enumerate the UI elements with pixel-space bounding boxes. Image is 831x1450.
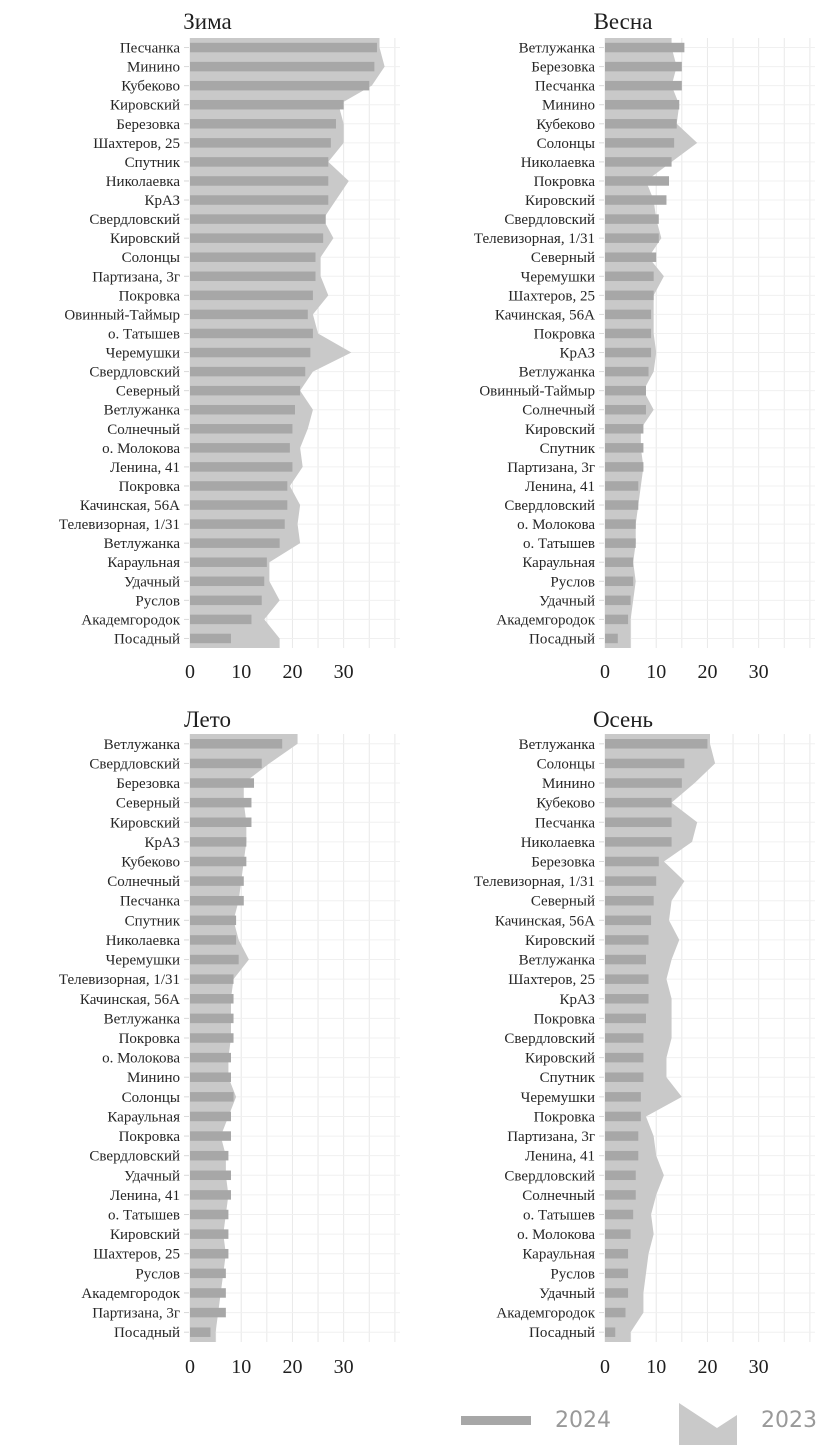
x-tick-label: 20 [282, 1356, 303, 1378]
category-label: Северный [115, 383, 180, 400]
category-label: Удачный [124, 1168, 180, 1185]
bar-2024 [190, 935, 236, 945]
bar-2024 [605, 176, 669, 186]
category-label: Ветлужанка [103, 1011, 180, 1028]
bar-2024 [605, 367, 649, 377]
category-label: Минино [542, 97, 595, 114]
category-label: Партизана, 3г [507, 459, 595, 476]
legend-label: 2024 [555, 1407, 611, 1433]
chart-title: Зима [183, 9, 232, 34]
category-label: Минино [127, 59, 180, 76]
bar-2024 [605, 310, 651, 320]
bar-2024 [190, 119, 336, 129]
bar-2024 [190, 538, 280, 548]
bar-2024 [605, 538, 636, 548]
category-label: Ветлужанка [518, 40, 595, 57]
category-label: Телевизорная, 1/31 [58, 972, 180, 989]
bar-swatch-2024 [461, 1416, 531, 1425]
bar-2024 [605, 935, 649, 945]
category-label: Посадный [529, 1325, 595, 1342]
bar-2024 [190, 1053, 231, 1063]
category-label: Академгородок [496, 1305, 595, 1322]
category-label: Солнечный [107, 874, 180, 891]
bar-2024 [605, 1190, 636, 1200]
category-label: Посадный [114, 1325, 180, 1342]
bar-2024 [605, 857, 659, 867]
bar-2024 [190, 1210, 228, 1220]
category-label: Свердловский [504, 212, 595, 229]
bar-2024 [190, 577, 264, 587]
category-label: о. Молокова [517, 517, 595, 534]
category-label: Покровка [533, 173, 595, 190]
bar-2024 [605, 462, 643, 472]
category-label: Березовка [531, 59, 595, 76]
bar-2024 [190, 272, 315, 282]
category-label: Партизана, 3г [92, 269, 180, 286]
bar-2024 [605, 974, 649, 984]
category-label: Партизана, 3г [507, 1129, 595, 1146]
bar-2024 [605, 100, 679, 110]
category-label: Телевизорная, 1/31 [473, 874, 595, 891]
category-label: Караульная [522, 1246, 595, 1263]
bar-2024 [190, 310, 308, 320]
bar-2024 [190, 157, 328, 167]
category-label: Солнечный [522, 402, 595, 419]
category-label: о. Татышев [523, 1207, 595, 1224]
chart-summer [0, 700, 415, 1390]
bar-2024 [190, 778, 254, 788]
bar-2024 [190, 759, 262, 769]
category-label: Караульная [522, 555, 595, 572]
category-label: КрАЗ [144, 834, 180, 851]
ribbon-2023 [605, 38, 697, 648]
bar-2024 [190, 1072, 231, 1082]
bar-2024 [605, 778, 682, 788]
bar-2024 [190, 994, 234, 1004]
category-label: Удачный [124, 574, 180, 591]
category-label: Спутник [539, 440, 595, 457]
category-label: Северный [115, 795, 180, 812]
bar-2024 [605, 876, 656, 886]
chart-title: Весна [593, 9, 653, 34]
category-label: Спутник [539, 1070, 595, 1087]
bar-2024 [605, 519, 636, 529]
bar-2024 [605, 837, 672, 847]
category-label: Песчанка [119, 40, 180, 57]
category-label: о. Молокова [102, 440, 180, 457]
category-label: Покровка [533, 1109, 595, 1126]
category-label: Руслов [550, 1266, 595, 1283]
bar-2024 [190, 1229, 228, 1239]
bar-2024 [605, 214, 659, 224]
category-label: Академгородок [81, 1285, 180, 1302]
bar-2024 [190, 837, 246, 847]
bar-2024 [190, 1308, 226, 1318]
category-label: Березовка [116, 776, 180, 793]
bar-2024 [605, 1171, 636, 1181]
bar-2024 [605, 1112, 641, 1122]
bar-2024 [605, 1327, 615, 1337]
bar-2024 [605, 896, 654, 906]
category-label: о. Татышев [108, 326, 180, 343]
bar-2024 [190, 62, 374, 72]
chart-title: Осень [592, 707, 654, 732]
x-tick-label: 10 [646, 1356, 667, 1378]
bar-2024 [605, 577, 633, 587]
legend-label: 2023 [761, 1407, 817, 1433]
bar-2024 [190, 1249, 228, 1259]
bar-2024 [605, 1308, 625, 1318]
bar-2024 [190, 1131, 231, 1141]
bar-2024 [190, 138, 331, 148]
bar-2024 [605, 634, 618, 644]
category-label: Шахтеров, 25 [93, 1246, 180, 1263]
x-tick-label: 20 [697, 1356, 718, 1378]
bar-2024 [605, 138, 674, 148]
bar-2024 [605, 157, 672, 167]
bar-2024 [190, 348, 310, 358]
x-tick-label: 0 [600, 1356, 610, 1378]
bar-2024 [605, 818, 672, 828]
category-label: Ветлужанка [103, 536, 180, 553]
bar-2024 [190, 896, 244, 906]
bar-2024 [190, 739, 282, 749]
x-tick-label: 0 [185, 661, 195, 683]
x-tick-label: 30 [333, 1356, 354, 1378]
category-label: Песчанка [534, 78, 595, 95]
bar-2024 [605, 348, 651, 358]
legend-item-2024 [461, 1408, 619, 1433]
category-label: Ленина, 41 [110, 1187, 180, 1204]
x-tick-label: 20 [282, 661, 303, 683]
category-label: о. Татышев [108, 1207, 180, 1224]
category-label: Телевизорная, 1/31 [58, 517, 180, 534]
bar-2024 [190, 857, 246, 867]
category-label: Березовка [116, 116, 180, 133]
bar-2024 [190, 596, 262, 606]
category-label: Шахтеров, 25 [508, 972, 595, 989]
category-label: Ветлужанка [103, 736, 180, 753]
bar-2024 [605, 272, 654, 282]
category-label: Свердловский [89, 1148, 180, 1165]
category-label: Покровка [118, 288, 180, 305]
category-label: Покровка [118, 1129, 180, 1146]
category-label: Покровка [118, 478, 180, 495]
category-label: Северный [530, 893, 595, 910]
category-label: Спутник [124, 913, 180, 930]
category-label: Овинный-Таймыр [479, 383, 595, 400]
category-label: Минино [542, 776, 595, 793]
category-label: Руслов [135, 593, 180, 610]
bar-2024 [605, 615, 628, 625]
bar-2024 [190, 195, 328, 205]
category-label: Песчанка [534, 815, 595, 832]
category-label: Удачный [539, 1285, 595, 1302]
bar-2024 [605, 481, 638, 491]
category-label: Качинская, 56А [494, 913, 595, 930]
category-label: Черемушки [520, 269, 595, 286]
bar-2024 [190, 955, 239, 965]
ribbon-2023 [190, 38, 385, 648]
bar-2024 [190, 329, 313, 339]
category-label: Кубеково [536, 116, 595, 133]
category-label: Кубеково [121, 854, 180, 871]
bar-2024 [190, 43, 377, 53]
bar-2024 [605, 1131, 638, 1141]
category-label: Ленина, 41 [110, 459, 180, 476]
bar-2024 [605, 1053, 643, 1063]
bar-2024 [605, 1014, 646, 1024]
category-label: Качинская, 56А [494, 307, 595, 324]
category-label: Покровка [533, 326, 595, 343]
category-label: Руслов [135, 1266, 180, 1283]
bar-2024 [190, 1327, 210, 1337]
category-label: Кировский [109, 97, 180, 114]
bar-2024 [190, 500, 287, 510]
category-label: Николаевка [520, 154, 595, 171]
chart-canvas [0, 732, 415, 1390]
chart-title: Лето [184, 707, 231, 732]
bar-2024 [605, 557, 633, 567]
bar-2024 [190, 798, 251, 808]
bar-2024 [605, 1151, 638, 1161]
bar-2024 [190, 916, 236, 926]
chart-canvas [415, 36, 831, 700]
category-label: Березовка [531, 854, 595, 871]
bar-2024 [190, 876, 244, 886]
bar-2024 [605, 500, 638, 510]
category-label: Свердловский [504, 1031, 595, 1047]
ribbon-swatch-2023 [679, 1395, 737, 1445]
category-label: Покровка [533, 1011, 595, 1028]
category-label: Ветлужанка [103, 402, 180, 419]
bar-2024 [605, 916, 651, 926]
bar-2024 [190, 1014, 234, 1024]
category-label: о. Молокова [517, 1227, 595, 1244]
bar-2024 [605, 195, 666, 205]
category-label: Академгородок [496, 612, 595, 629]
bar-2024 [605, 759, 684, 769]
bar-2024 [605, 233, 659, 243]
chart-canvas [0, 36, 415, 700]
category-label: Шахтеров, 25 [508, 288, 595, 305]
category-label: Караульная [107, 1109, 180, 1126]
bar-2024 [605, 1210, 633, 1220]
bar-2024 [605, 1033, 643, 1043]
category-label: Свердловский [89, 756, 180, 773]
bar-2024 [190, 1092, 234, 1102]
category-label: Свердловский [504, 498, 595, 515]
category-label: Посадный [114, 631, 180, 648]
category-label: Ленина, 41 [525, 1148, 595, 1165]
bar-2024 [605, 424, 643, 434]
category-label: Кировский [109, 231, 180, 248]
x-tick-label: 30 [748, 661, 769, 683]
x-tick-label: 0 [185, 1356, 195, 1378]
x-tick-label: 10 [231, 1356, 252, 1378]
category-label: Кировский [109, 1227, 180, 1244]
category-label: Партизана, 3г [92, 1305, 180, 1322]
bar-2024 [605, 1092, 641, 1102]
bar-2024 [190, 386, 300, 396]
category-label: Качинская, 56А [79, 498, 180, 515]
bar-2024 [605, 739, 707, 749]
category-label: Черемушки [520, 1089, 595, 1106]
category-label: КрАЗ [144, 193, 180, 210]
bar-2024 [190, 615, 251, 625]
category-label: Кировский [524, 1050, 595, 1067]
bar-2024 [605, 62, 682, 72]
category-label: Кубеково [536, 795, 595, 812]
bar-2024 [190, 252, 315, 262]
category-label: Кировский [109, 815, 180, 832]
chart-spring [415, 0, 831, 700]
bar-2024 [190, 233, 323, 243]
category-label: Кубеково [121, 78, 180, 95]
category-label: Николаевка [105, 173, 180, 190]
bar-2024 [605, 1249, 628, 1259]
bar-2024 [605, 994, 649, 1004]
bar-2024 [190, 1033, 234, 1043]
bar-2024 [190, 424, 292, 434]
bar-2024 [190, 634, 231, 644]
category-label: Посадный [529, 631, 595, 648]
bar-2024 [605, 43, 684, 53]
category-label: Ленина, 41 [525, 478, 595, 495]
category-label: Солонцы [536, 135, 595, 152]
x-tick-label: 10 [646, 661, 667, 683]
legend [0, 1390, 831, 1450]
bar-2024 [190, 1151, 228, 1161]
bar-2024 [605, 596, 631, 606]
category-label: КрАЗ [559, 991, 595, 1008]
category-label: Черемушки [105, 952, 180, 969]
category-label: Солнечный [522, 1187, 595, 1204]
category-label: Свердловский [89, 364, 180, 381]
category-label: Свердловский [89, 212, 180, 229]
category-label: Солонцы [121, 1089, 180, 1106]
x-tick-label: 10 [231, 661, 252, 683]
bar-2024 [190, 443, 290, 453]
category-label: о. Молокова [102, 1050, 180, 1067]
bar-2024 [605, 955, 646, 965]
bar-2024 [190, 974, 234, 984]
category-label: Телевизорная, 1/31 [473, 231, 595, 248]
bar-2024 [190, 462, 292, 472]
category-label: Шахтеров, 25 [93, 135, 180, 152]
bar-2024 [605, 81, 682, 91]
bar-2024 [605, 405, 646, 415]
category-label: Песчанка [119, 893, 180, 910]
bar-2024 [190, 519, 285, 529]
bar-2024 [605, 1072, 643, 1082]
bar-2024 [190, 81, 369, 91]
category-label: Кировский [524, 193, 595, 210]
bar-2024 [190, 557, 267, 567]
chart-autumn [415, 700, 831, 1390]
bar-2024 [190, 367, 305, 377]
category-label: Минино [127, 1070, 180, 1087]
bar-2024 [605, 329, 651, 339]
category-label: Ветлужанка [518, 364, 595, 381]
category-label: Северный [530, 250, 595, 267]
bar-2024 [190, 1171, 231, 1181]
bar-2024 [190, 405, 295, 415]
bar-2024 [190, 1269, 226, 1279]
bar-2024 [605, 1288, 628, 1298]
category-label: о. Татышев [523, 536, 595, 553]
bar-2024 [190, 481, 287, 491]
bar-2024 [190, 818, 251, 828]
category-label: Покровка [118, 1031, 180, 1047]
bar-2024 [605, 291, 654, 301]
bar-2024 [605, 443, 643, 453]
category-label: Кировский [524, 932, 595, 949]
category-label: Солнечный [107, 421, 180, 438]
category-label: Николаевка [105, 932, 180, 949]
category-label: Караульная [107, 555, 180, 572]
category-label: Черемушки [105, 345, 180, 362]
x-tick-label: 30 [333, 661, 354, 683]
bar-2024 [190, 1190, 231, 1200]
bar-2024 [190, 1112, 231, 1122]
bar-2024 [605, 798, 672, 808]
category-label: Удачный [539, 593, 595, 610]
bar-2024 [605, 1229, 631, 1239]
category-label: Академгородок [81, 612, 180, 629]
bar-2024 [190, 100, 344, 110]
category-label: Руслов [550, 574, 595, 591]
category-label: Овинный-Таймыр [64, 307, 180, 324]
category-label: КрАЗ [559, 345, 595, 362]
bar-2024 [190, 1288, 226, 1298]
bar-2024 [190, 214, 326, 224]
category-label: Свердловский [504, 1168, 595, 1185]
x-tick-label: 0 [600, 661, 610, 683]
category-label: Ветлужанка [518, 736, 595, 753]
category-label: Спутник [124, 154, 180, 171]
bar-2024 [190, 176, 328, 186]
chart-winter [0, 0, 415, 700]
bar-2024 [190, 291, 313, 301]
chart-canvas [415, 732, 831, 1390]
category-label: Кировский [524, 421, 595, 438]
category-label: Качинская, 56А [79, 991, 180, 1008]
category-label: Солонцы [121, 250, 180, 267]
x-tick-label: 20 [697, 661, 718, 683]
x-tick-label: 30 [748, 1356, 769, 1378]
category-label: Николаевка [520, 834, 595, 851]
legend-item-2023 [679, 1395, 825, 1445]
category-label: Солонцы [536, 756, 595, 773]
bar-2024 [605, 386, 646, 396]
bar-2024 [605, 252, 656, 262]
bar-2024 [605, 119, 677, 129]
bar-2024 [605, 1269, 628, 1279]
category-label: Ветлужанка [518, 952, 595, 969]
